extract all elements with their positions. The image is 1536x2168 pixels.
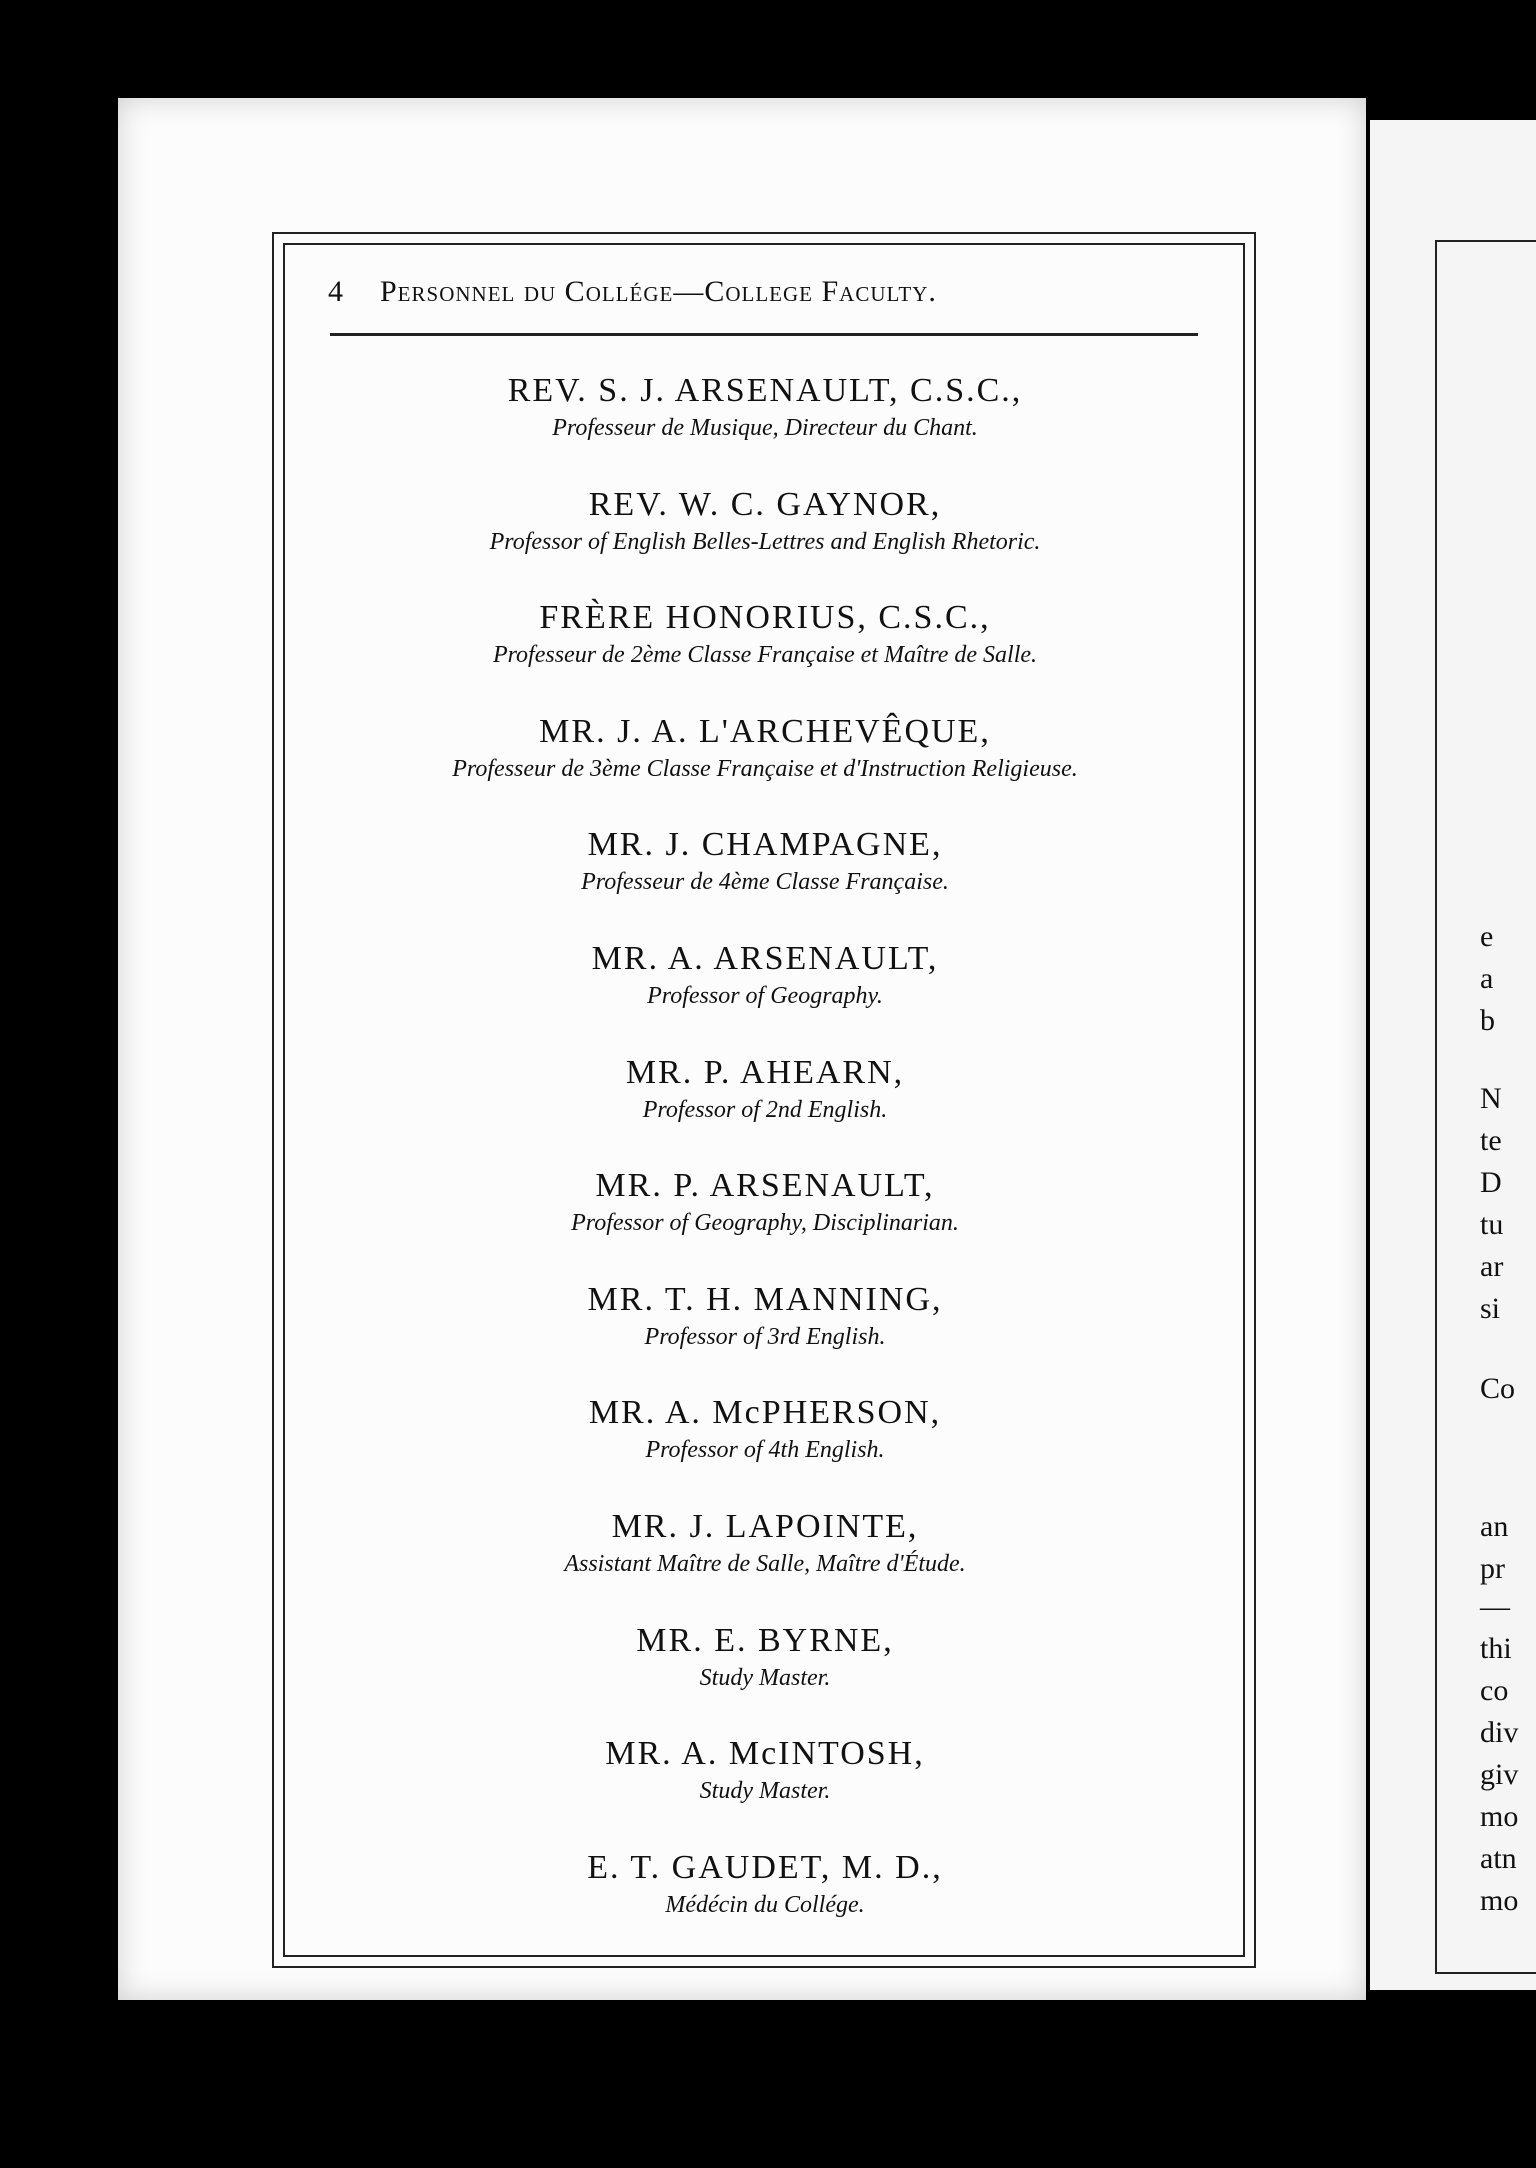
faculty-entry xyxy=(340,484,1190,598)
faculty-role: Professor of 3rd English. xyxy=(644,1323,886,1350)
facing-page-fragment: co xyxy=(1480,1674,1509,1707)
faculty-entry xyxy=(340,597,1190,711)
facing-page-fragment: a xyxy=(1480,962,1494,995)
faculty-entry xyxy=(340,938,1190,1052)
faculty-role: Professeur de 4ème Classe Française. xyxy=(581,869,949,896)
faculty-list xyxy=(340,370,1190,1960)
faculty-entry xyxy=(340,1847,1190,1961)
faculty-entry xyxy=(340,1279,1190,1393)
faculty-role: Professor of Geography. xyxy=(647,982,883,1009)
facing-page-fragment: — xyxy=(1480,1590,1510,1623)
faculty-name: MR. P. AHEARN, xyxy=(625,1053,905,1091)
faculty-name: MR. T. H. MANNING, xyxy=(587,1280,943,1318)
facing-page-fragment: tu xyxy=(1480,1208,1504,1241)
page-number: 4 xyxy=(328,275,344,308)
facing-page-fragment: N xyxy=(1480,1082,1502,1115)
facing-page-fragment: mo xyxy=(1480,1800,1519,1833)
faculty-entry xyxy=(340,824,1190,938)
faculty-name: E. T. GAUDET, M. D., xyxy=(587,1848,943,1886)
page-header xyxy=(328,268,1198,316)
faculty-role: Professeur de 2ème Classe Française et Maître de Salle. xyxy=(492,642,1038,669)
facing-page-fragment: pr xyxy=(1480,1552,1505,1585)
facing-page-fragment: Co xyxy=(1480,1372,1516,1405)
faculty-name: MR. A. McPHERSON, xyxy=(588,1394,942,1432)
faculty-entry xyxy=(340,1506,1190,1620)
faculty-role: Médécin du Collége. xyxy=(665,1891,865,1918)
page-title: Personnel du Collége—College Faculty. xyxy=(380,275,937,308)
faculty-role: Professeur de 3ème Classe Française et d'Instruction Religieuse. xyxy=(452,755,1078,782)
faculty-role: Study Master. xyxy=(699,1664,831,1691)
facing-page-fragment: e xyxy=(1480,920,1494,953)
faculty-name: MR. P. ARSENAULT, xyxy=(595,1167,935,1205)
facing-page-fragment: mo xyxy=(1480,1884,1519,1917)
faculty-name: MR. E. BYRNE, xyxy=(636,1621,894,1659)
facing-page-fragment: b xyxy=(1480,1004,1495,1037)
faculty-entry xyxy=(340,1052,1190,1166)
faculty-role: Professeur de Musique, Directeur du Chant. xyxy=(552,415,978,441)
header-rule xyxy=(330,333,1198,336)
faculty-name: MR. J. LAPOINTE, xyxy=(611,1507,919,1545)
faculty-role: Assistant Maître de Salle, Maître d'Étude. xyxy=(564,1550,966,1577)
facing-page-fragment: si xyxy=(1480,1292,1501,1325)
facing-page-fragment: giv xyxy=(1480,1758,1519,1791)
faculty-entry xyxy=(340,1392,1190,1506)
facing-page-fragment: div xyxy=(1480,1716,1519,1749)
facing-page-fragment: ar xyxy=(1480,1250,1504,1283)
faculty-role: Professor of 2nd English. xyxy=(642,1096,888,1123)
faculty-role: Professor of 4th English. xyxy=(645,1437,885,1464)
facing-page-fragment: thi xyxy=(1480,1632,1512,1665)
faculty-name: MR. A. ARSENAULT, xyxy=(591,939,939,977)
facing-page-fragment: D xyxy=(1480,1166,1502,1199)
faculty-name: FRÈRE HONORIUS, C.S.C., xyxy=(539,599,991,637)
faculty-name: REV. S. J. ARSENAULT, C.S.C., xyxy=(507,372,1023,409)
faculty-name: REV. W. C. GAYNOR, xyxy=(588,485,942,523)
faculty-name: MR. J. CHAMPAGNE, xyxy=(587,826,943,864)
faculty-name: MR. J. A. L'ARCHEVÊQUE, xyxy=(539,712,991,750)
faculty-entry xyxy=(340,1733,1190,1847)
faculty-role: Professor of Geography, Disciplinarian. xyxy=(571,1210,959,1237)
facing-page-fragment: an xyxy=(1480,1510,1509,1543)
faculty-name: MR. A. McINTOSH, xyxy=(605,1735,925,1773)
faculty-entry xyxy=(340,1165,1190,1279)
faculty-entry xyxy=(340,711,1190,825)
faculty-role: Professor of English Belles-Lettres and English Rhetoric. xyxy=(489,528,1041,555)
facing-page-fragment: atn xyxy=(1480,1842,1517,1875)
faculty-entry xyxy=(340,370,1190,484)
faculty-role: Study Master. xyxy=(699,1778,831,1805)
facing-page-fragment: te xyxy=(1480,1124,1502,1157)
faculty-entry xyxy=(340,1620,1190,1734)
